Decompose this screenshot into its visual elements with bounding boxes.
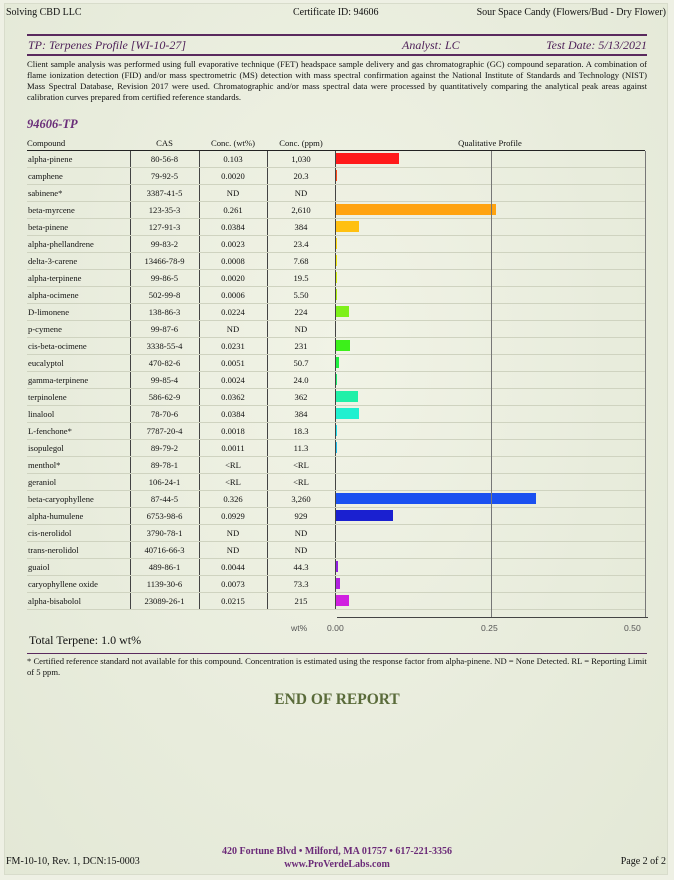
compound-cell: isopulegol [27,440,130,457]
ppm-cell: ND [267,542,335,559]
wt-cell: 0.0008 [199,253,267,270]
ppm-cell: 929 [267,508,335,525]
table-row [27,253,645,270]
profile-cell [335,508,645,525]
col-ppm: Conc. (ppm) [267,135,335,151]
ppm-cell: 1,030 [267,151,335,168]
compound-cell: alpha-ocimene [27,287,130,304]
profile-cell [335,151,645,168]
table-row [27,423,645,440]
table-row [27,593,645,610]
profile-cell [335,287,645,304]
profile-cell [335,525,645,542]
profile-bar [336,238,337,249]
compound-cell: menthol* [27,457,130,474]
footnote-rule [27,653,647,654]
table-header-row [27,135,645,151]
ppm-cell: <RL [267,474,335,491]
wt-cell: <RL [199,457,267,474]
profile-cell [335,168,645,185]
ppm-cell: 24.0 [267,372,335,389]
ppm-cell: 362 [267,389,335,406]
profile-bar [336,595,349,606]
compound-cell: L-fenchone* [27,423,130,440]
wt-cell: ND [199,321,267,338]
table-row [27,185,645,202]
profile-cell [335,321,645,338]
profile-bar [336,374,337,385]
total-terpene: Total Terpene: 1.0 wt% [29,633,142,647]
test-title: TP: Terpenes Profile [WI-10-27] [28,38,187,52]
gridline-050 [645,151,646,618]
ppm-cell: 224 [267,304,335,321]
cas-cell: 78-70-6 [130,406,199,423]
cas-cell: 99-83-2 [130,236,199,253]
table-row [27,219,645,236]
wt-cell: 0.0023 [199,236,267,253]
ppm-cell: 23.4 [267,236,335,253]
ppm-cell: 7.68 [267,253,335,270]
sample-name: Sour Space Candy (Flowers/Bud - Dry Flower) [476,7,666,18]
wt-cell: 0.0011 [199,440,267,457]
cas-cell: 89-78-1 [130,457,199,474]
compound-cell: caryophyllene oxide [27,576,130,593]
ppm-cell: 384 [267,406,335,423]
cas-cell: 127-91-3 [130,219,199,236]
terpene-table [27,135,645,610]
cas-cell: 3790-78-1 [130,525,199,542]
profile-bar [336,340,350,351]
ppm-cell: 50.7 [267,355,335,372]
table-row [27,542,645,559]
compound-cell: alpha-humulene [27,508,130,525]
compound-cell: eucalyptol [27,355,130,372]
ppm-cell: 215 [267,593,335,610]
col-wt: Conc. (wt%) [199,135,267,151]
profile-cell [335,219,645,236]
compound-cell: camphene [27,168,130,185]
table-row [27,474,645,491]
cas-cell: 79-92-5 [130,168,199,185]
wt-cell: 0.0224 [199,304,267,321]
profile-cell [335,440,645,457]
certificate-id: Certificate ID: 94606 [293,7,379,18]
cas-cell: 80-56-8 [130,151,199,168]
ppm-cell: 20.3 [267,168,335,185]
ppm-cell: <RL [267,457,335,474]
cas-cell: 138-86-3 [130,304,199,321]
table-row [27,236,645,253]
tick-label-025: 0.25 [481,623,498,633]
footnote: * Certified reference standard not available for this compound. Concentration is estimated using the response factor from alpha-pinene. ND = None Detected. RL = Reporting Limit of 5 ppm. [27,656,647,678]
test-date: Test Date: 5/13/2021 [546,38,647,52]
cas-cell: 1139-30-6 [130,576,199,593]
compound-cell: linalool [27,406,130,423]
ppm-cell: 18.3 [267,423,335,440]
table-row [27,559,645,576]
ppm-cell: ND [267,525,335,542]
form-number: FM-10-10, Rev. 1, DCN:15-0003 [6,856,140,867]
tick-label-000: 0.00 [327,623,344,633]
compound-cell: terpinolene [27,389,130,406]
col-profile: Qualitative Profile [335,135,645,151]
cas-cell: 470-82-6 [130,355,199,372]
cas-cell: 6753-98-6 [130,508,199,525]
table-row [27,372,645,389]
axis-unit-label: wt% [291,623,308,633]
profile-bar [336,204,497,215]
wt-cell: 0.0073 [199,576,267,593]
compound-cell: alpha-terpinene [27,270,130,287]
compound-cell: p-cymene [27,321,130,338]
cas-cell: 87-44-5 [130,491,199,508]
compound-cell: D-limonene [27,304,130,321]
wt-cell: 0.0024 [199,372,267,389]
cas-cell: 123-35-3 [130,202,199,219]
profile-cell [335,202,645,219]
cas-cell: 3338-55-4 [130,338,199,355]
cas-cell: 89-79-2 [130,440,199,457]
table-row [27,321,645,338]
cas-cell: 3387-41-5 [130,185,199,202]
profile-bar [336,357,339,368]
chart-axis [337,617,648,618]
ppm-cell: 5.50 [267,287,335,304]
profile-cell [335,338,645,355]
cas-cell: 99-85-4 [130,372,199,389]
compound-cell: gamma-terpinene [27,372,130,389]
test-title-row [27,38,647,54]
compound-cell: cis-nerolidol [27,525,130,542]
tick-label-050: 0.50 [624,623,641,633]
compound-cell: alpha-pinene [27,151,130,168]
profile-cell [335,372,645,389]
profile-bar [336,272,337,283]
wt-cell: ND [199,542,267,559]
profile-cell [335,491,645,508]
profile-cell [335,389,645,406]
cas-cell: 13466-78-9 [130,253,199,270]
section-id: 94606-TP [27,117,78,131]
wt-cell: 0.0051 [199,355,267,372]
ppm-cell: 3,260 [267,491,335,508]
cas-cell: 7787-20-4 [130,423,199,440]
profile-bar [336,578,340,589]
table-row [27,508,645,525]
header-rule-top [27,34,647,36]
ppm-cell: ND [267,185,335,202]
table-row [27,457,645,474]
ppm-cell: 73.3 [267,576,335,593]
profile-cell [335,576,645,593]
table-row [27,202,645,219]
table-row [27,287,645,304]
ppm-cell: 384 [267,219,335,236]
profile-bar [336,153,399,164]
col-cas: CAS [130,135,199,151]
wt-cell: 0.0006 [199,287,267,304]
profile-bar [336,442,337,453]
profile-bar [336,391,358,402]
profile-cell [335,304,645,321]
profile-cell [335,406,645,423]
company-name: Solving CBD LLC [6,7,82,18]
profile-cell [335,559,645,576]
compound-cell: trans-nerolidol [27,542,130,559]
wt-cell: 0.0044 [199,559,267,576]
table-row [27,406,645,423]
ppm-cell: 11.3 [267,440,335,457]
wt-cell: 0.103 [199,151,267,168]
table-row [27,355,645,372]
col-compound: Compound [27,135,130,151]
profile-cell [335,236,645,253]
table-row [27,168,645,185]
compound-cell: alpha-phellandrene [27,236,130,253]
end-of-report: END OF REPORT [274,691,400,708]
table-row [27,576,645,593]
cas-cell: 99-86-5 [130,270,199,287]
wt-cell: 0.0384 [199,406,267,423]
method-description: Client sample analysis was performed using full evaporative technique (FET) headspace sample delivery and gas chromatographic (GC) compound separation. A combination of flame ionization detection (FID) and/or mass spectrometric (MS) detection with mass spectral confirmation against the National Institute of Standards and Technology (NIST) Mass Spectral Database, Revision 2017 were used. Chromatographic and/or mass spectral data were processed by quantitatively comparing the analytical peak areas against calibration curves prepared from certified reference standards. [27,59,647,103]
profile-cell [335,355,645,372]
ppm-cell: 44.3 [267,559,335,576]
wt-cell: 0.0362 [199,389,267,406]
profile-cell [335,457,645,474]
wt-cell: 0.0215 [199,593,267,610]
lab-address: 420 Fortune Blvd • Milford, MA 01757 • 617-221-3356 [221,846,453,857]
table-row [27,491,645,508]
table-row [27,151,645,168]
table-row [27,525,645,542]
table-row [27,389,645,406]
cas-cell: 23089-26-1 [130,593,199,610]
cas-cell: 489-86-1 [130,559,199,576]
wt-cell: 0.0018 [199,423,267,440]
compound-cell: sabinene* [27,185,130,202]
profile-cell [335,423,645,440]
table-row [27,270,645,287]
lab-website: www.ProVerdeLabs.com [284,859,390,870]
ppm-cell: 231 [267,338,335,355]
wt-cell: 0.326 [199,491,267,508]
wt-cell: 0.0020 [199,270,267,287]
wt-cell: 0.0231 [199,338,267,355]
cas-cell: 40716-66-3 [130,542,199,559]
profile-cell [335,474,645,491]
profile-bar [336,425,337,436]
profile-bar [336,306,350,317]
ppm-cell: 2,610 [267,202,335,219]
profile-cell [335,270,645,287]
wt-cell: 0.0929 [199,508,267,525]
compound-cell: alpha-bisabolol [27,593,130,610]
gridline-025 [491,151,492,618]
profile-bar [336,221,360,232]
ppm-cell: 19.5 [267,270,335,287]
cas-cell: 99-87-6 [130,321,199,338]
profile-cell [335,253,645,270]
cas-cell: 106-24-1 [130,474,199,491]
wt-cell: 0.0384 [199,219,267,236]
profile-bar [336,408,360,419]
page-number: Page 2 of 2 [620,856,666,867]
profile-bar [336,510,393,521]
compound-cell: beta-caryophyllene [27,491,130,508]
cas-cell: 586-62-9 [130,389,199,406]
profile-bar [336,170,337,181]
table-row [27,338,645,355]
cas-cell: 502-99-8 [130,287,199,304]
compound-cell: cis-beta-ocimene [27,338,130,355]
wt-cell: 0.261 [199,202,267,219]
wt-cell: 0.0020 [199,168,267,185]
wt-cell: ND [199,185,267,202]
compound-cell: beta-myrcene [27,202,130,219]
compound-cell: beta-pinene [27,219,130,236]
analyst: Analyst: LC [402,38,460,52]
profile-cell [335,542,645,559]
ppm-cell: ND [267,321,335,338]
header-rule-bottom [27,54,647,56]
wt-cell: <RL [199,474,267,491]
wt-cell: ND [199,525,267,542]
table-row [27,440,645,457]
profile-cell [335,185,645,202]
table-row [27,304,645,321]
profile-bar [336,493,537,504]
profile-cell [335,593,645,610]
compound-cell: guaiol [27,559,130,576]
profile-bar [336,561,339,572]
compound-cell: delta-3-carene [27,253,130,270]
compound-cell: geraniol [27,474,130,491]
